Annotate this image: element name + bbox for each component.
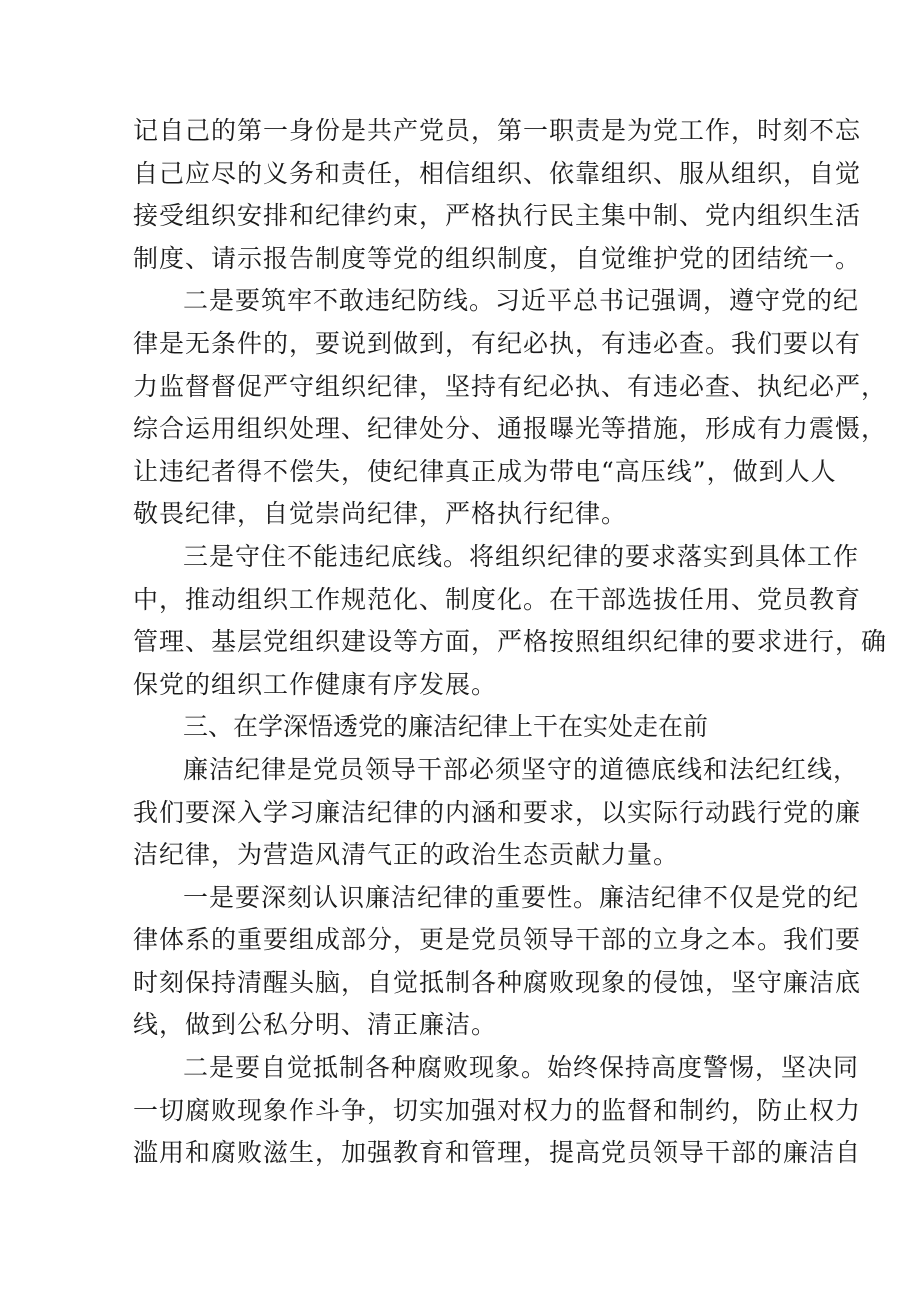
text-line: 制度、请示报告制度等党的组织制度，自觉维护党的团结统一。 bbox=[133, 243, 862, 273]
text-line: 让违纪者得不偿失，使纪律真正成为带电“高压线”，做到人人 bbox=[133, 456, 837, 486]
paragraph-first-line: 廉洁纪律是党员领导干部必须坚守的道德底线和法纪红线， bbox=[183, 754, 860, 784]
section-heading: 三、在学深悟透党的廉洁纪律上干在实处走在前 bbox=[183, 712, 709, 742]
text-line: 记自己的第一身份是共产党员，第一职责是为党工作，时刻不忘 bbox=[133, 116, 862, 145]
text-line: 接受组织安排和纪律约束，严格执行民主集中制、党内组织生活 bbox=[133, 201, 862, 231]
text-line: 线，做到公私分明、清正廉洁。 bbox=[133, 1010, 498, 1040]
text-line: 时刻保持清醒头脑，自觉抵制各种腐败现象的侵蚀，坚守廉洁底 bbox=[133, 967, 862, 997]
text-line: 中，推动组织工作规范化、制度化。在干部选拔任用、党员教育 bbox=[133, 584, 862, 614]
text-line: 滥用和腐败滋生，加强教育和管理，提高党员领导干部的廉洁自 bbox=[133, 1138, 862, 1168]
paragraph-first-line: 二是要自觉抵制各种腐败现象。始终保持高度警惕，坚决同 bbox=[183, 1053, 860, 1083]
paragraph-first-line: 二是要筑牢不敢违纪防线。习近平总书记强调，遵守党的纪 bbox=[183, 286, 860, 316]
text-line: 律是无条件的，要说到做到，有纪必执，有违必查。我们要以有 bbox=[133, 328, 862, 358]
text-line: 保党的组织工作健康有序发展。 bbox=[133, 669, 498, 699]
text-line: 力监督督促严守组织纪律，坚持有纪必执、有违必查、执纪必严， bbox=[133, 371, 888, 401]
text-line: 敬畏纪律，自觉崇尚纪律，严格执行纪律。 bbox=[133, 499, 628, 529]
text-line: 管理、基层党组织建设等方面，严格按照组织纪律的要求进行，确 bbox=[133, 627, 888, 657]
text-line: 自己应尽的义务和责任，相信组织、依靠组织、服从组织，自觉 bbox=[133, 158, 862, 188]
paragraph-first-line: 三是守住不能违纪底线。将组织纪律的要求落实到具体工作 bbox=[183, 541, 860, 571]
paragraph-first-line: 一是要深刻认识廉洁纪律的重要性。廉洁纪律不仅是党的纪 bbox=[183, 882, 860, 912]
text-line: 律体系的重要组成部分，更是党员领导干部的立身之本。我们要 bbox=[133, 925, 862, 955]
text-line: 一切腐败现象作斗争，切实加强对权力的监督和制约，防止权力 bbox=[133, 1095, 862, 1125]
document-body bbox=[133, 110, 888, 1175]
text-line: 洁纪律，为营造风清气正的政治生态贡献力量。 bbox=[133, 840, 680, 870]
text-line: 综合运用组织处理、纪律处分、通报曝光等措施，形成有力震慑， bbox=[133, 414, 888, 444]
text-line: 我们要深入学习廉洁纪律的内涵和要求，以实际行动践行党的廉 bbox=[133, 797, 862, 827]
